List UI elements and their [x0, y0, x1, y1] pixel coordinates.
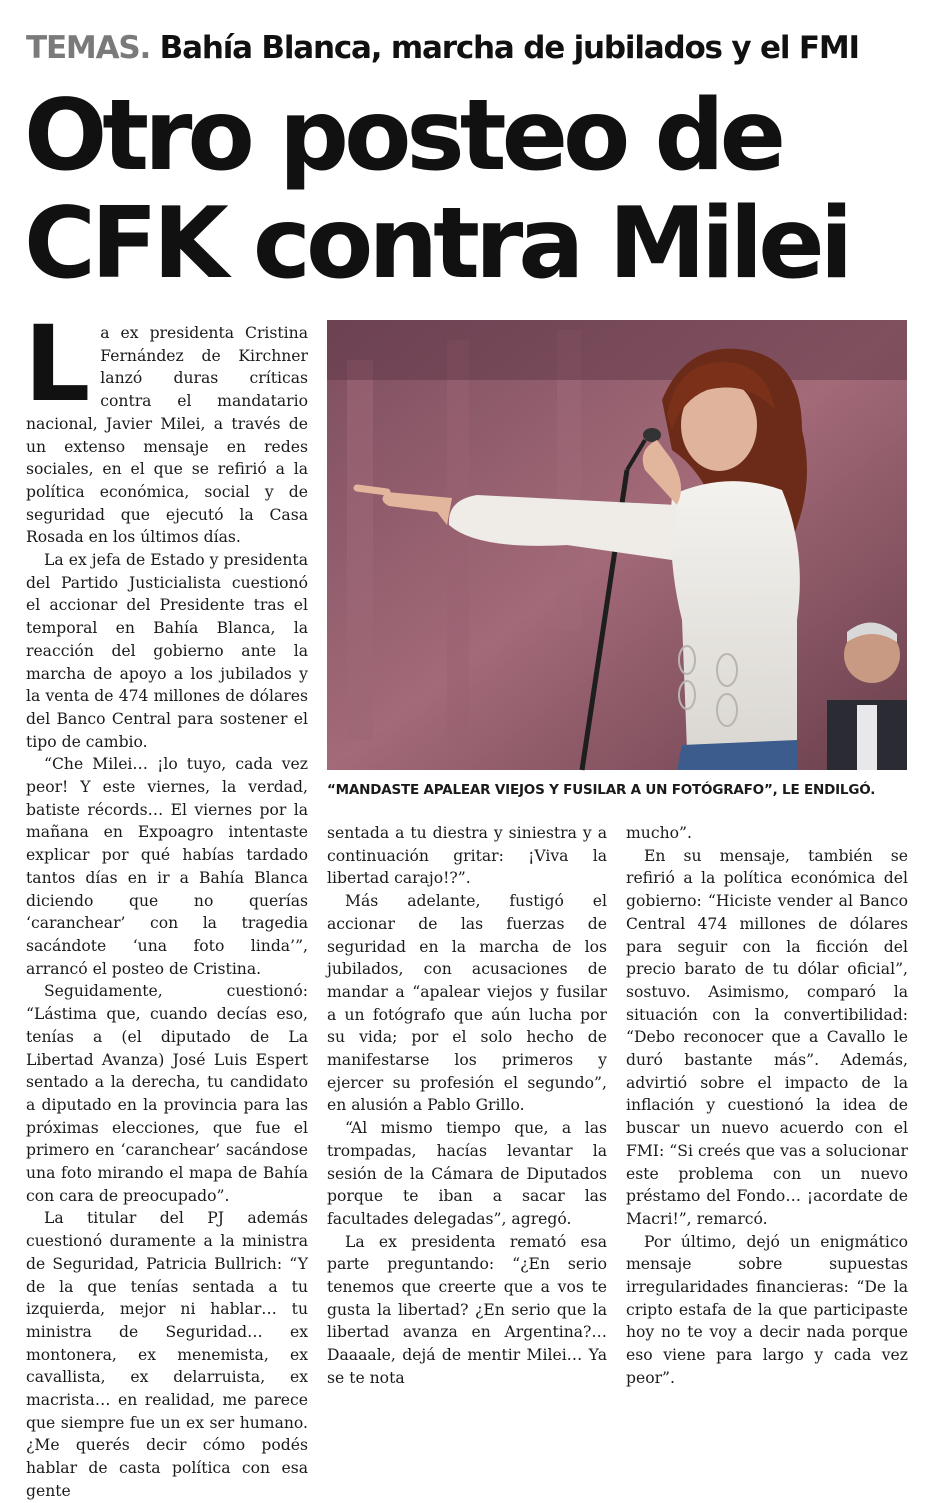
article-paragraph: Por último, dejó un enigmático mensaje sobre supuestas irregularidades financieras: “De la cripto estafa de la que participaste hoy no te voy a decir nada porque eso viene para largo y cada vez peor”.: [626, 1232, 908, 1387]
article-paragraph: La ex presidenta remató esa parte preguntando: “¿En serio tenemos que creerte que a vos te gusta la libertad? ¿En serio que la libertad avanza en Argentina?… Daaaale, dejá de mentir Milei… Ya se te nota: [327, 1232, 607, 1387]
article-paragraph: En su mensaje, también se refirió a la política económica del gobierno: “Hiciste vender al Banco Central 474 millones de dólares para seguir con la ficción del precio barato de tu dólar oficial”, sostuvo. Asimismo, comparó la situación con la convertibilidad: “Debo reconocer que a Cavallo le duró bastante más”. Además, advirtió sobre el impacto de la inflación y cuestionó la idea de buscar un nuevo acuerdo con el FMI: “Si creés que vas a solucionar este problema con un nuevo préstamo del Fondo… ¡acordate de Macri!”, remarcó.: [626, 846, 908, 1228]
article-paragraph: [24, 303, 308, 549]
article-column-3: [626, 822, 908, 1387]
headline-line-1: Otro posteo de: [24, 79, 782, 193]
article-paragraph: La ex jefa de Estado y presidenta del Partido Justicialista cuestionó el accionar del Presidente tras el temporal en Bahía Blanca, la reacción del gobierno ante la marcha de apoyo a los jubilados y la venta de 474 millones de dólares del Banco Central para sostener el tipo de cambio.: [26, 551, 308, 751]
article-column-1: [24, 303, 308, 1500]
article-column-2: [327, 822, 607, 1387]
news-photo: [327, 320, 907, 770]
headline: [24, 79, 904, 301]
kicker-text: Bahía Blanca, marcha de jubilados y el FMI: [159, 30, 859, 66]
article-paragraph: Seguidamente, cuestionó: “Lástima que, cuando decías eso, tenías a (el diputado de La Libertad Avanza) José Luis Espert sentado a la derecha, tu candidato a diputado en la provincia para las próximas elecciones, que fue el primero en ‘caranchear’ sacándose una foto mirando el mapa de Bahía con cara de preocupado”.: [26, 982, 308, 1205]
article-paragraph: Más adelante, fustigó el accionar de las fuerzas de seguridad en la marcha de los jubilados, con acusaciones de mandar a “apalear viejos y fusilar a un fotógrafo que aún lucha por su vida; por el solo hecho de manifestarse los primeros y ejercer su profesión el segundo”, en alusión a Pablo Grillo.: [327, 892, 607, 1115]
section-kicker: [26, 30, 906, 66]
speaker-photo-illustration: [327, 320, 907, 770]
drop-cap: L: [24, 303, 91, 425]
article-paragraph: “Che Milei… ¡lo tuyo, cada vez peor! Y este viernes, la verdad, batiste récords… El viernes por la mañana en Expoagro intentaste explicar por qué habías tardado tantos días en ir a Bahía Blanca diciendo que no querías ‘caranchear’ con la tragedia sacándote ‘una foto linda’”, arrancó el posteo de Cristina.: [26, 755, 308, 978]
article-paragraph: mucho”.: [626, 824, 692, 842]
lead-text: a ex presidenta Cristina Fernández de Kirchner lanzó duras críticas contra el mandatario nacional, Javier Milei, a través de un extenso mensaje en redes sociales, en el que se refirió a la política económica, social y de seguridad que ejecutó la Casa Rosada en los últimos días.: [26, 324, 308, 547]
article-paragraph: La titular del PJ además cuestionó duramente a la ministra de Seguridad, Patricia Bullrich: “Y de la que tenías sentada a tu izquierda, mejor ni hablar… tu ministra de Seguridad… ex montonera, ex menemista, ex cavallista, ex delarruista, ex macrista… en realidad, me parece que siempre fue un ex ser humano. ¿Me querés decir cómo podés hablar de casta política con esa gente: [26, 1209, 308, 1500]
headline-line-2: CFK contra Milei: [24, 187, 849, 301]
article-paragraph: “Al mismo tiempo que, a las trompadas, hacías levantar la sesión de la Cámara de Diputados porque te iban a sacar las facultades delegadas”, agregó.: [327, 1119, 607, 1228]
article-paragraph: sentada a tu diestra y siniestra y a continuación gritar: ¡Viva la libertad carajo!?”.: [327, 824, 607, 888]
section-tag: TEMAS.: [26, 30, 151, 66]
photo-caption: “MANDASTE APALEAR VIEJOS Y FUSILAR A UN FOTÓGRAFO”, LE ENDILGÓ.: [327, 782, 876, 798]
